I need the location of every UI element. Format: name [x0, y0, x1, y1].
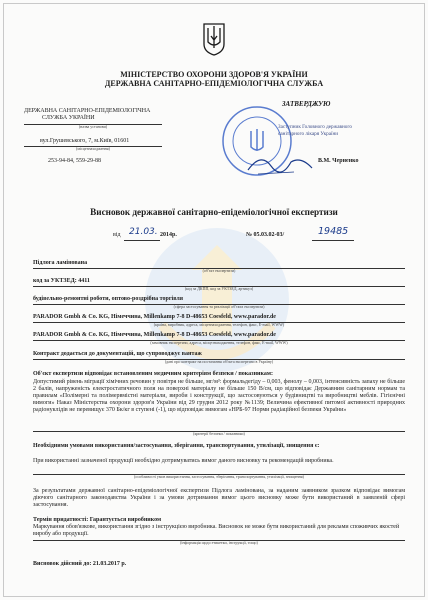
shelf-life: Термін придатності: Гарантується виробником — [33, 517, 162, 523]
org-block — [24, 108, 194, 122]
approve-signer: В.М. Черненко — [318, 158, 359, 164]
org-phones: 253-94-84, 559-29-88 — [48, 158, 101, 164]
approve-position-line2: санітарного лікаря України — [278, 131, 339, 137]
code-caption: (код за ДКПП, код за УКТЗЕД, артикул) — [184, 286, 254, 291]
contract: Контракт додається до документацій, що супроводжує вантаж — [33, 351, 202, 357]
product-name: Підлога ламінована — [33, 260, 88, 266]
org-caption: (назва установи) — [78, 124, 108, 129]
date-prefix: від — [113, 232, 121, 238]
service-title: ДЕРЖАВНА САНІТАРНО-ЕПІДЕМІОЛОГІЧНА СЛУЖБА — [104, 79, 324, 88]
conditions-body: При використанні зазначеної продукції необхідно дотримуватись вимог даного висновку та рекомендацій виробника. — [33, 458, 334, 464]
conditions-caption: (особливості умов використання, застосування, зберігання, транспортування, утилізації, знищення) — [134, 474, 304, 479]
conditions-heading: Необхідними умовами використання/застосування, зберігання, транспортування, утилізації, знищення є: — [33, 443, 320, 449]
validity-date: Висновок дійсний до: 21.03.2017 р. — [33, 561, 127, 567]
criteria-body: Допустимий рівень міграції хімічних речовин у повітря не більше, мг/м³: формальдегіду – 0,003, фенолу – 0,003, інтенсивність запаху не більше 2 балів, напруженість електростатичного поля на поверхні матеріалу не більше 150 В/см, що відповідає Державним санітарним нормам та правилам «Полімерні та полімервмістні матеріали, вироби і конструкції, що застосовуються у будівництві та виробництві меблів. Гігієнічні вимоги» Наказ Міністерства охорони здоров'я України від 29 грудня 2012 року №1139; Величина ефективної питомої активності природних радіонуклідів не перевищує 370 Бк/кг в ступені (-1), що відповідає вимогам «НРБ-97 Норми радіаційної безпеки України» — [33, 379, 405, 413]
contract-caption: (дані про контракт на постачання об'єкта експертизи в Україну) — [164, 359, 274, 364]
date-handwritten: 21.03. — [129, 227, 158, 237]
address-caption: (місцезнаходження) — [76, 146, 110, 151]
number-handwritten: 19485 — [318, 226, 349, 237]
usage-area: будівельно-ремонтні роботи, оптово-роздрібна торгівля — [33, 296, 183, 302]
applicant-caption: (замовник експертизи, адреса, місцезнаходження, телефон, факс, E-mail, WWW) — [150, 340, 288, 345]
product-caption: (об'єкт експертизи) — [202, 268, 236, 273]
ministry-title: МІНІСТЕРСТВО ОХОРОНИ ЗДОРОВ'Я УКРАЇНИ — [120, 70, 308, 79]
trident-emblem-icon — [202, 22, 226, 56]
signature-icon — [246, 150, 316, 178]
approve-position — [278, 124, 398, 138]
org-line2: СЛУЖБА УКРАЇНИ — [42, 115, 95, 121]
manufacturer: PARADOR Gmbh & Co. KG, Німеччина, Millenkamp 7-8 D-48653 Coesfeld, www.parador.de — [33, 314, 276, 320]
labeling-note: Маркування обов'язкове, використання згідно з інструкцією виробника. Висновок не може бути використаний для реклами споживчих якостей виробу або продукції. — [33, 524, 400, 537]
org-address: вул.Грушевського, 7, м.Київ, 01601 — [40, 138, 130, 144]
applicant: PARADOR Gmbh & Co. KG, Німеччина, Millenkamp 7-8 D-48653 Coesfeld, www.parador.de — [33, 332, 276, 338]
criteria-heading: Об'єкт експертизи відповідає встановленим медичним критеріям безпеки / показникам: — [33, 371, 273, 377]
approve-title: ЗАТВЕРДЖУЮ — [282, 100, 331, 108]
criteria-caption: (критерії безпеки / показники) — [193, 431, 245, 436]
org-line1: ДЕРЖАВНА САНІТАРНО-ЕПІДЕМІОЛОГІЧНА — [24, 108, 151, 114]
date-year: 2014р. — [160, 232, 177, 238]
approve-position-line1: Заступник Головного державного — [278, 124, 352, 130]
product-code: код за УКТЗЕД: 4411 — [33, 278, 90, 284]
usage-caption: (сфера застосування та реалізації об'єкта експертизи) — [173, 304, 265, 309]
number-prefix: № 05.03.02-03/ — [246, 232, 285, 238]
labeling-caption: (інформація щодо етикетки, інструкції, тощо) — [180, 540, 258, 545]
manufacturer-caption: (країна, виробник, адреса, місцезнаходження, телефон, факс, E-mail, WWW) — [153, 322, 285, 327]
doc-title: Висновок державної санітарно-епідеміологічної експертизи — [90, 207, 338, 217]
conclusion-body: За результатами державної санітарно-епідеміологічної експертизи Підлога ламінована, за наданим заявником зразком відповідає вимогам діючого санітарного законодавства України і за умови дотримання вимог цього висновку може бути використаний в заявленій сфері застосування. — [33, 488, 405, 508]
